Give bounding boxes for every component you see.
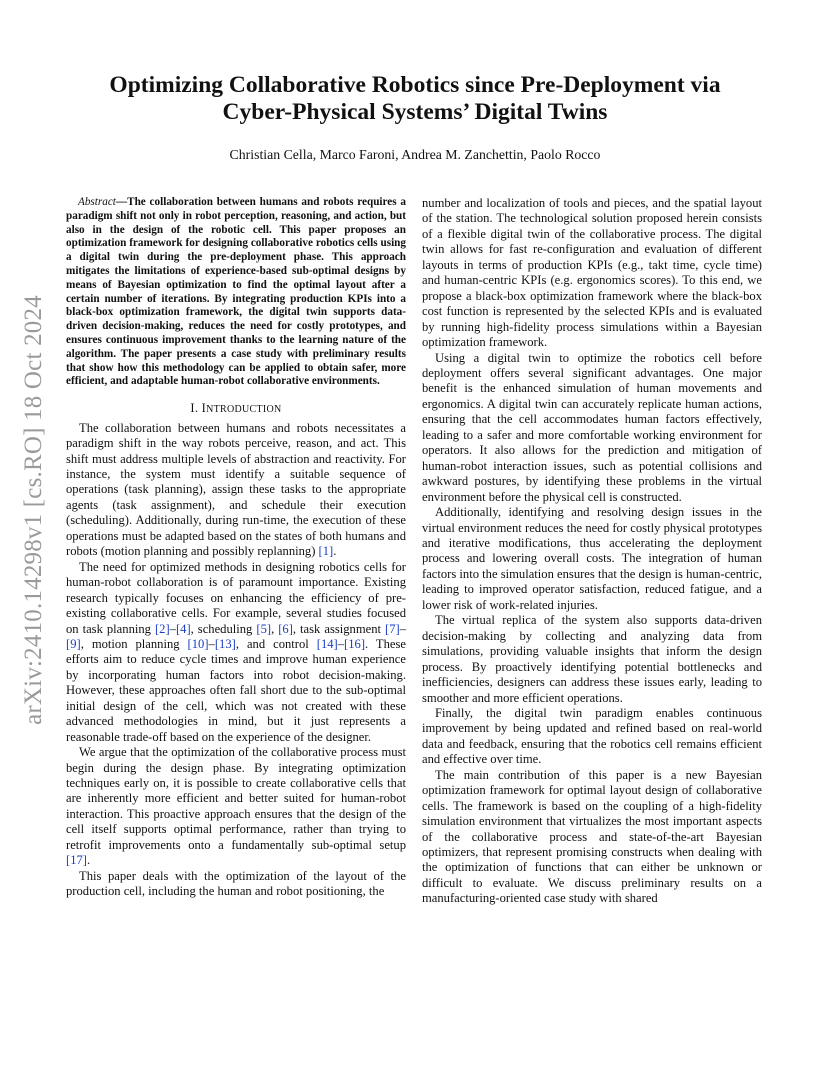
- p2-sep-1: ,: [271, 621, 279, 636]
- citation-2[interactable]: [2]: [154, 621, 170, 636]
- citation-1[interactable]: [1]: [318, 544, 334, 559]
- paragraph-10: The main contribution of this paper is a new Bayesian optimization framework for optimal layout design of collaborative cells. The framework is based on the coupling of a high-fidelity simulation environment that virtualizes the most important aspects of the collaborative process and state-of-the-art Bayesian optimizers, that represent promising constructs when dealing with the optimization of functions that can either be unknown or difficult to evaluate. We discuss preliminary results on a manufacturing-oriented case study with shared: [422, 767, 762, 906]
- citation-16[interactable]: [16]: [344, 636, 366, 651]
- title-line-2: Cyber-Physical Systems’ Digital Twins: [222, 99, 608, 125]
- p2-dash-4: –: [337, 636, 345, 651]
- arxiv-id: arXiv:2410.14298v1 [cs.RO] 18 Oct 2024: [20, 295, 47, 725]
- paragraph-6: Using a digital twin to optimize the robotics cell before deployment offers several significant advantages. One major benefit is the enhanced simulation of human movements and ergonomics. A digital twin can accurately replicate human actions, ensuring that the cell accommodates human factors effectively, leading to a safer and more comfortable working environment for operators. It also allows for the prediction and mitigation of human-robot interaction issues, such as potential collisions and awkward postures, by identifying these problems in the virtual environment before the physical cell is constructed.: [422, 350, 762, 504]
- citation-5[interactable]: [5]: [256, 621, 272, 636]
- citation-13[interactable]: [13]: [214, 636, 236, 651]
- p2-a: The need for optimized methods in designing robotics cells for human-robot collaboration is of paramount importance. Existing research typically focuses on enhancing the efficiency of pre-existing collaborative cells. For example, several studies focused on task planning: [66, 559, 406, 636]
- section-numeral: I.: [190, 401, 202, 416]
- p2-dash-2: –: [399, 621, 407, 636]
- citation-7[interactable]: [7]: [385, 621, 400, 636]
- p2-e: , and control: [235, 636, 317, 651]
- paragraph-5: number and localization of tools and pieces, and the spatial layout of the station. The technological solution proposed herein consists of a flexible digital twin of the collaborative process. The digital twin allows for fast re-configuration and evaluation of different layouts in terms of production KPIs (e.g., takt time, cycle time) and human-centric KPIs (e.g. ergonomics scores). To this end, we propose a black-box optimization framework where the black-box cost function is represented by the selected KPIs and is evaluated by running high-fidelity process simulations within a Bayesian optimization framework.: [422, 196, 762, 350]
- paragraph-7: Additionally, identifying and resolving design issues in the virtual environment reduces the need for costly physical prototypes and iterative modifications, thus accelerating the deployment process and lowering overall costs. The integration of human factors into the simulation ensures that the design is human-centric, leading to improved operator satisfaction, reduced fatigue, and a lower risk of work-related injuries.: [422, 505, 762, 612]
- paragraph-2: [66, 560, 406, 745]
- p2-f: . These efforts aim to reduce cycle times and improve human experience by incorporating human factors into robot decision-making. However, these approaches often fall short due to the sub-optimal initial design of the cell, which was not created with these advanced methodologies in mind, but it just represents a reasonable trade-off based on the experience of the designer.: [66, 636, 407, 744]
- right-column: [422, 196, 762, 907]
- paragraph-3: [66, 745, 406, 869]
- paragraph-9: Finally, the digital twin paradigm enables continuous improvement by being updated and refined based on real-world data and feedback, ensuring that the robotics cell remains efficient and effective over time.: [422, 705, 762, 767]
- p3-end: .: [86, 853, 91, 868]
- p2-dash-3: –: [208, 636, 215, 651]
- citation-9[interactable]: [9]: [66, 636, 81, 651]
- left-column: [66, 196, 406, 900]
- abstract: [66, 196, 406, 389]
- arxiv-watermark: [22, 285, 46, 735]
- section-initial: I: [201, 401, 207, 416]
- p1-end: .: [333, 544, 337, 559]
- abstract-lead: Abstract: [78, 196, 116, 208]
- p2-b: , scheduling: [190, 621, 257, 636]
- citation-17[interactable]: [17]: [66, 853, 87, 868]
- abstract-text: —The collaboration between humans and robots requires a paradigm shift not only in robot perception, reasoning, and action, but also in the design of the robotic cell. This paper proposes an optimization framework for designing collaborative robotics cells using a digital twin during the pre-deployment phase. This approach mitigates the limitations of experience-based sub-optimal designs by means of Bayesian optimization to find the optimal layout after a certain number of iterations. By integrating production KPIs into a black-box optimization framework, the digital twin supports data-driven decision-making, reduces the need for costly prototypes, and ensures continuous improvement thanks to the learning nature of the algorithm. The paper presents a case study with preliminary results that show how this methodology can be applied to obtain safer, more efficient, and adaptable human-robot collaborative environments.: [66, 196, 406, 388]
- section-rest: NTRODUCTION: [206, 404, 282, 416]
- p2-dash-1: –: [169, 621, 176, 636]
- citation-14[interactable]: [14]: [316, 636, 338, 651]
- paragraph-1: [66, 421, 406, 560]
- p2-c: , task assignment: [292, 621, 386, 636]
- citation-6[interactable]: [6]: [278, 621, 293, 636]
- citation-10[interactable]: [10]: [187, 636, 209, 651]
- author-list: Christian Cella, Marco Faroni, Andrea M. Zanchettin, Paolo Rocco: [229, 147, 601, 162]
- citation-4[interactable]: [4]: [175, 621, 191, 636]
- paragraph-4: This paper deals with the optimization of the layout of the production cell, including the human and robot positioning, the: [66, 868, 406, 899]
- p2-d: , motion planning: [80, 636, 188, 651]
- section-heading-introduction: [66, 401, 406, 417]
- title-line-1: Optimizing Collaborative Robotics since Pre-Deployment via: [109, 72, 721, 98]
- paragraph-8: The virtual replica of the system also supports data-driven decision-making by collecting and analyzing data from simulations, providing valuable insights that inform the design process. By proactively identifying potential bottlenecks and inefficiencies, designers can address these issues early, leading to smoother and more efficient operations.: [422, 613, 762, 705]
- p1-text: The collaboration between humans and robots necessitates a paradigm shift in the way robots perceive, reason, and act. This shift must address multiple levels of abstraction and reactivity. For instance, the system must identify a suitable sequence of operations (task planning), assign these tasks to the appropriate agents (task assignment), and schedule their execution (scheduling). Additionally, during run-time, the execution of these operations must be adapted based on the states of both humans and robots (motion planning and possibly replanning): [66, 420, 406, 559]
- p3-text: We argue that the optimization of the collaborative process must begin during the design phase. By integrating optimization techniques early on, it is possible to create collaborative cells that are inherently more efficient and better suited for human-robot interaction. This proactive approach ensures that the design of the cell itself supports optimal performance, rather than trying to retrofit improvements onto a fundamentally sub-optimal setup: [66, 745, 406, 852]
- paper-title: [90, 72, 740, 126]
